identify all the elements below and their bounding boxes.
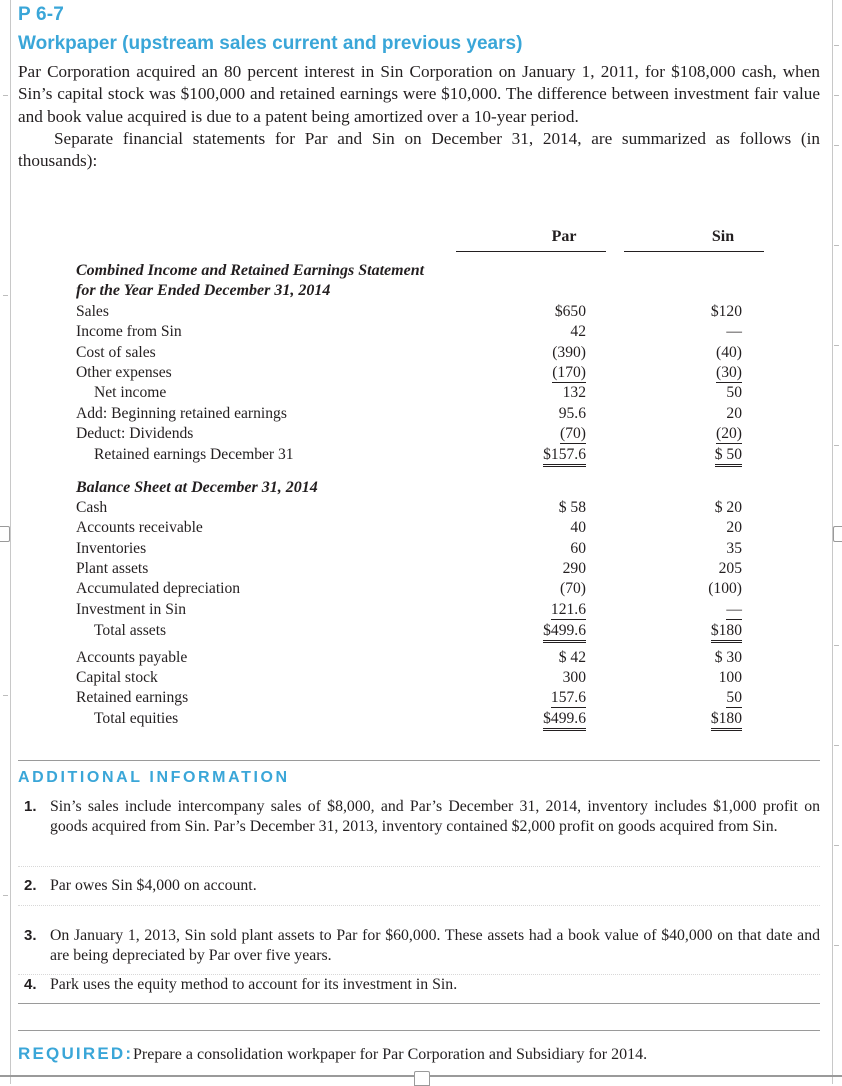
- margin-tick: [834, 645, 839, 646]
- sin-value: (20): [716, 425, 742, 442]
- balance-sheet-heading: Balance Sheet at December 31, 2014: [76, 479, 318, 496]
- par-value: $ 58: [558, 499, 586, 516]
- table-row: [0, 600, 842, 619]
- row-label: Inventories: [76, 540, 147, 557]
- intro-paragraph-1: Par Corporation acquired an 80 percent interest in Sin Corporation on January 1, 2011, for $108,000 cash, when Sin’s capital stock was $100,000 and retained earnings were $10,000. The difference between investment fair value and book value acquired is due to a patent being amortized over a 10-year period.: [18, 62, 820, 126]
- table-row: [0, 518, 842, 537]
- par-value: (70): [560, 580, 586, 597]
- margin-tick: [834, 145, 839, 146]
- table-row: [0, 709, 842, 728]
- sin-value: —: [726, 601, 742, 618]
- row-label: Income from Sin: [76, 323, 182, 340]
- par-value: 157.6: [550, 689, 586, 706]
- required-text: Prepare a consolidation workpaper for Par Corporation and Subsidiary for 2014.: [133, 1046, 648, 1063]
- row-label: Deduct: Dividends: [76, 425, 194, 442]
- item-text: Park uses the equity method to account for its investment in Sin.: [50, 976, 458, 993]
- column-rule-sin: [624, 251, 764, 252]
- par-value: $ 42: [558, 649, 586, 666]
- table-row: [0, 322, 842, 341]
- section-divider: [18, 1030, 820, 1031]
- par-value: 60: [570, 540, 586, 557]
- sin-value: (100): [708, 580, 742, 597]
- required-label: REQUIRED:: [18, 1044, 134, 1063]
- margin-tick: [3, 295, 8, 296]
- margin-tick: [3, 95, 8, 96]
- margin-tick: [3, 895, 8, 896]
- row-label: Accounts receivable: [76, 519, 203, 536]
- intro-paragraph-2: Separate financial statements for Par and Sin on December 31, 2014, are summarized as follows (in thousands):: [18, 128, 820, 171]
- section-divider: [18, 1003, 820, 1004]
- additional-info-heading: ADDITIONAL INFORMATION: [18, 769, 290, 786]
- table-row: [0, 424, 842, 443]
- par-value: $650: [554, 303, 586, 320]
- table-row: [0, 363, 842, 382]
- sin-value: $120: [710, 303, 742, 320]
- par-value: 290: [562, 560, 586, 577]
- table-row: [0, 343, 842, 362]
- margin-tick: [834, 845, 839, 846]
- table-row: [0, 668, 842, 687]
- problem-number: P 6-7: [18, 4, 65, 25]
- sin-value: $ 20: [714, 499, 742, 516]
- par-value: 42: [570, 323, 586, 340]
- table-row: [0, 302, 842, 321]
- row-label: Sales: [76, 303, 109, 320]
- item-text: Sin’s sales include intercompany sales of $8,000, and Par’s December 31, 2014, inventory includes $1,000 profit on goods acquired from Sin. Par’s December 31, 2013, inventory contained $2,000 profit on goods acquired from Sin.: [50, 798, 820, 835]
- margin-tick: [834, 745, 839, 746]
- income-statement-heading: Combined Income and Retained Earnings Statement: [76, 262, 425, 279]
- item-text: On January 1, 2013, Sin sold plant assets to Par for $60,000. These assets had a book value of $40,000 on that date and are being depreciated by Par over five years.: [50, 927, 820, 964]
- list-item: [24, 926, 820, 966]
- margin-tick: [834, 45, 839, 46]
- table-row: [0, 383, 842, 402]
- list-item: [24, 975, 820, 995]
- table-row: [0, 688, 842, 707]
- row-label: Add: Beginning retained earnings: [76, 405, 287, 422]
- table-row: [0, 648, 842, 667]
- column-rule-par: [456, 251, 606, 252]
- row-label: Net income: [94, 384, 167, 401]
- sin-value: (30): [716, 364, 742, 381]
- table-row: [0, 404, 842, 423]
- row-label: Capital stock: [76, 669, 158, 686]
- row-label: Plant assets: [76, 560, 149, 577]
- list-item: [24, 876, 820, 896]
- par-value: 40: [570, 519, 586, 536]
- sin-value: 50: [726, 689, 742, 706]
- income-statement-subheading: for the Year Ended December 31, 2014: [76, 282, 331, 299]
- section-divider: [18, 760, 820, 761]
- row-label: Accumulated depreciation: [76, 580, 241, 597]
- table-row: [0, 539, 842, 558]
- row-label: Investment in Sin: [76, 601, 187, 618]
- row-label: Total equities: [94, 710, 179, 727]
- row-label: Retained earnings December 31: [94, 446, 294, 463]
- sin-value: —: [726, 323, 742, 340]
- sin-value: $ 50: [715, 445, 742, 467]
- par-value: 300: [562, 669, 586, 686]
- par-value: $499.6: [543, 709, 586, 731]
- sin-value: $180: [711, 709, 742, 731]
- item-number: 3.: [24, 927, 37, 944]
- par-value: $157.6: [543, 445, 586, 467]
- par-value: (70): [560, 425, 586, 442]
- table-row: [0, 621, 842, 640]
- sin-value: 205: [718, 560, 742, 577]
- column-header-par: Par: [551, 228, 577, 245]
- sin-value: $ 30: [714, 649, 742, 666]
- problem-intro: [18, 61, 820, 172]
- sin-value: (40): [716, 344, 742, 361]
- sin-value: 35: [726, 540, 742, 557]
- problem-title: Workpaper (upstream sales current and previous years): [18, 33, 523, 54]
- dotted-separator: [18, 866, 820, 867]
- item-number: 1.: [24, 798, 37, 815]
- sin-value: 100: [718, 669, 742, 686]
- row-label: Cash: [76, 499, 108, 516]
- page-top-edge: [0, 0, 842, 6]
- par-value: 121.6: [550, 601, 586, 618]
- par-value: 95.6: [558, 405, 586, 422]
- margin-tick: [834, 245, 839, 246]
- margin-tick: [834, 945, 839, 946]
- column-header-sin: Sin: [711, 228, 735, 245]
- row-label: Retained earnings: [76, 689, 189, 706]
- par-value: $499.6: [543, 621, 586, 643]
- sin-value: 20: [726, 405, 742, 422]
- row-label: Cost of sales: [76, 344, 156, 361]
- table-row: [0, 445, 842, 464]
- sin-value: 50: [726, 384, 742, 401]
- par-value: 132: [562, 384, 586, 401]
- item-text: Par owes Sin $4,000 on account.: [50, 877, 257, 894]
- par-value: (390): [552, 344, 586, 361]
- par-value: (170): [552, 364, 586, 381]
- table-row: [0, 559, 842, 578]
- table-row: [0, 579, 842, 598]
- sin-value: 20: [726, 519, 742, 536]
- margin-tick: [834, 95, 839, 96]
- row-label: Other expenses: [76, 364, 172, 381]
- item-number: 4.: [24, 976, 37, 993]
- sin-value: $180: [711, 621, 742, 643]
- table-row: [0, 498, 842, 517]
- row-label: Accounts payable: [76, 649, 188, 666]
- dotted-separator: [18, 905, 820, 906]
- row-label: Total assets: [94, 622, 167, 639]
- item-number: 2.: [24, 877, 37, 894]
- list-item: [24, 797, 820, 837]
